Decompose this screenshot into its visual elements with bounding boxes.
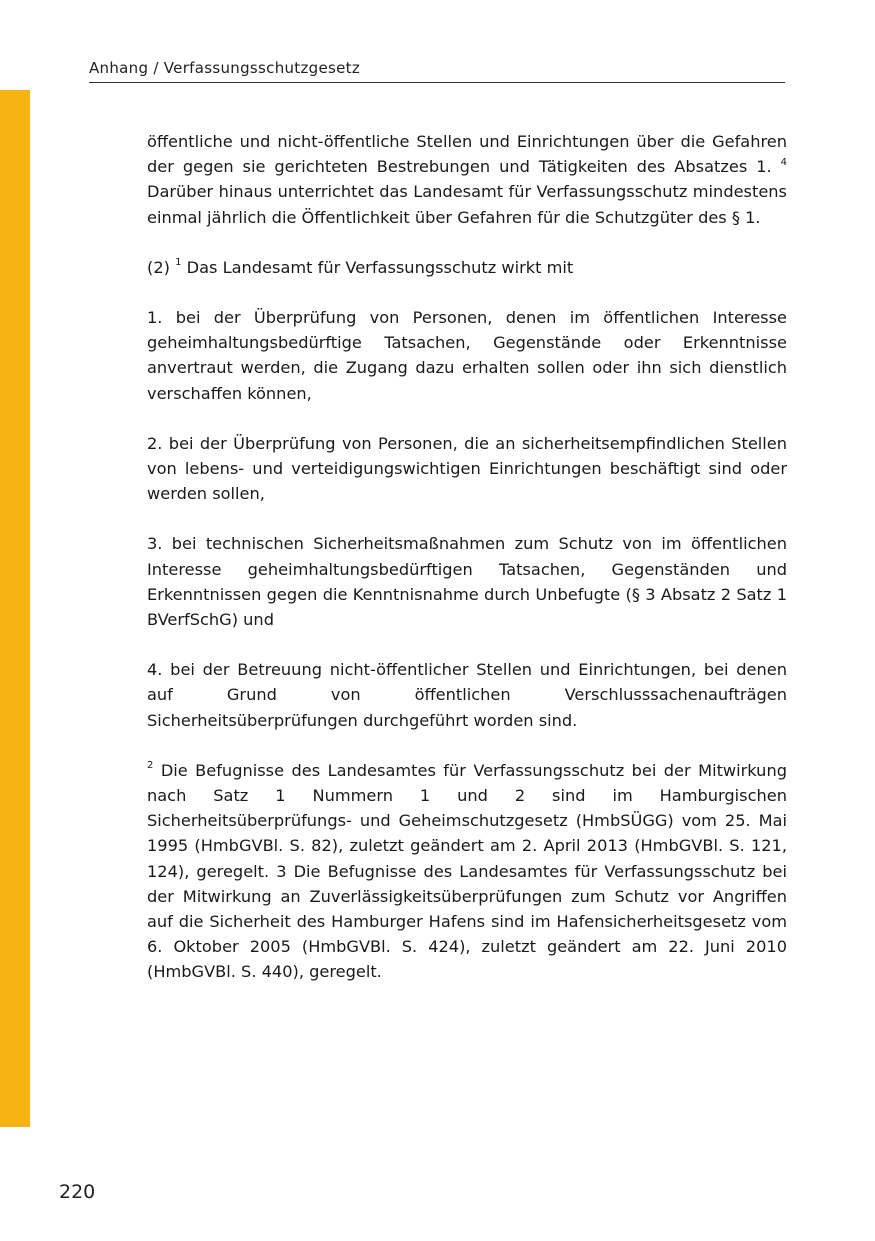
subsection-number: (2): [147, 257, 170, 277]
running-header: Anhang / Verfassungsschutzgesetz: [89, 59, 361, 77]
accent-side-bar: [0, 90, 30, 1127]
sentence-number: 2: [147, 760, 154, 772]
list-item-4: 4. bei der Betreuung nicht-öffentlicher Stellen und Einrichtungen, bei denen auf Grund von öffentlichen Verschlusssachenaufträgen Sicherheitsüberprüfungen durchgeführt worden sind.: [147, 660, 787, 730]
paragraph-continuation: [147, 129, 787, 230]
sentence-number: 1: [175, 257, 182, 269]
subsection-2-intro: [147, 255, 787, 280]
subsection-2-text: Das Landesamt für Verfassungsschutz wirkt mit: [186, 257, 574, 277]
header-rule: [89, 82, 785, 83]
list-item-1: 1. bei der Überprüfung von Personen, denen im öffentlichen Interesse geheimhaltungsbedürftige Tatsachen, Gegenstände oder Erkenntnisse anvertraut werden, die Zugang dazu erhalten sollen oder ihn sich dienstlich verschaffen können,: [147, 308, 787, 403]
paragraph-powers: [147, 758, 787, 985]
sentence-number: 4: [780, 156, 787, 168]
paragraph-powers-text: Die Befugnisse des Landesamtes für Verfassungsschutz bei der Mitwirkung nach Satz 1 Nummern 1 und 2 sind im Hamburgischen Sicherheitsüberprüfungs- und Geheimschutzgesetz (HmbSÜGG) vom 25. Mai 1995 (HmbGVBl. S. 82), zuletzt geändert am 2. April 2013 (HmbGVBl. S. 121, 124), geregelt. 3 Die Befugnisse des Landesamtes für Verfassungsschutz bei der Mitwirkung an Zuverlässigkeitsüberprüfungen zum Schutz vor Angriffen auf die Sicherheit des Hamburger Hafens sind im Hafensicherheitsgesetz vom 6. Oktober 2005 (HmbGVBl. S. 424), zuletzt geändert am 22. Juni 2010 (HmbGVBl. S. 440), geregelt.: [147, 760, 787, 982]
list-item-3: 3. bei technischen Sicherheitsmaßnahmen zum Schutz von im öffentlichen Interesse geheimhaltungsbedürftigen Tatsachen, Gegenständen und Erkenntnissen gegen die Kenntnisnahme durch Unbefugte (§ 3 Absatz 2 Satz 1 BVerfSchG) und: [147, 534, 787, 630]
paragraph-continuation-text: öffentliche und nicht-öffentliche Stellen und Einrichtungen über die Gefahren der gegen sie gerichteten Bestrebungen und Tätigkeiten des Absatzes 1.: [147, 132, 787, 177]
list-item-2: 2. bei der Überprüfung von Personen, die an sicherheitsempfindlichen Stellen von lebens- und verteidigungswichtigen Einrichtungen beschäftigt sind oder werden sollen,: [147, 433, 787, 504]
page-number: 220: [59, 1181, 96, 1203]
page-body: [147, 129, 787, 1010]
paragraph-continuation-rest: Darüber hinaus unterrichtet das Landesamt für Verfassungsschutz mindestens einmal jährlich die Öffentlichkeit über Gefahren für die Schutzgüter des § 1.: [147, 182, 787, 227]
